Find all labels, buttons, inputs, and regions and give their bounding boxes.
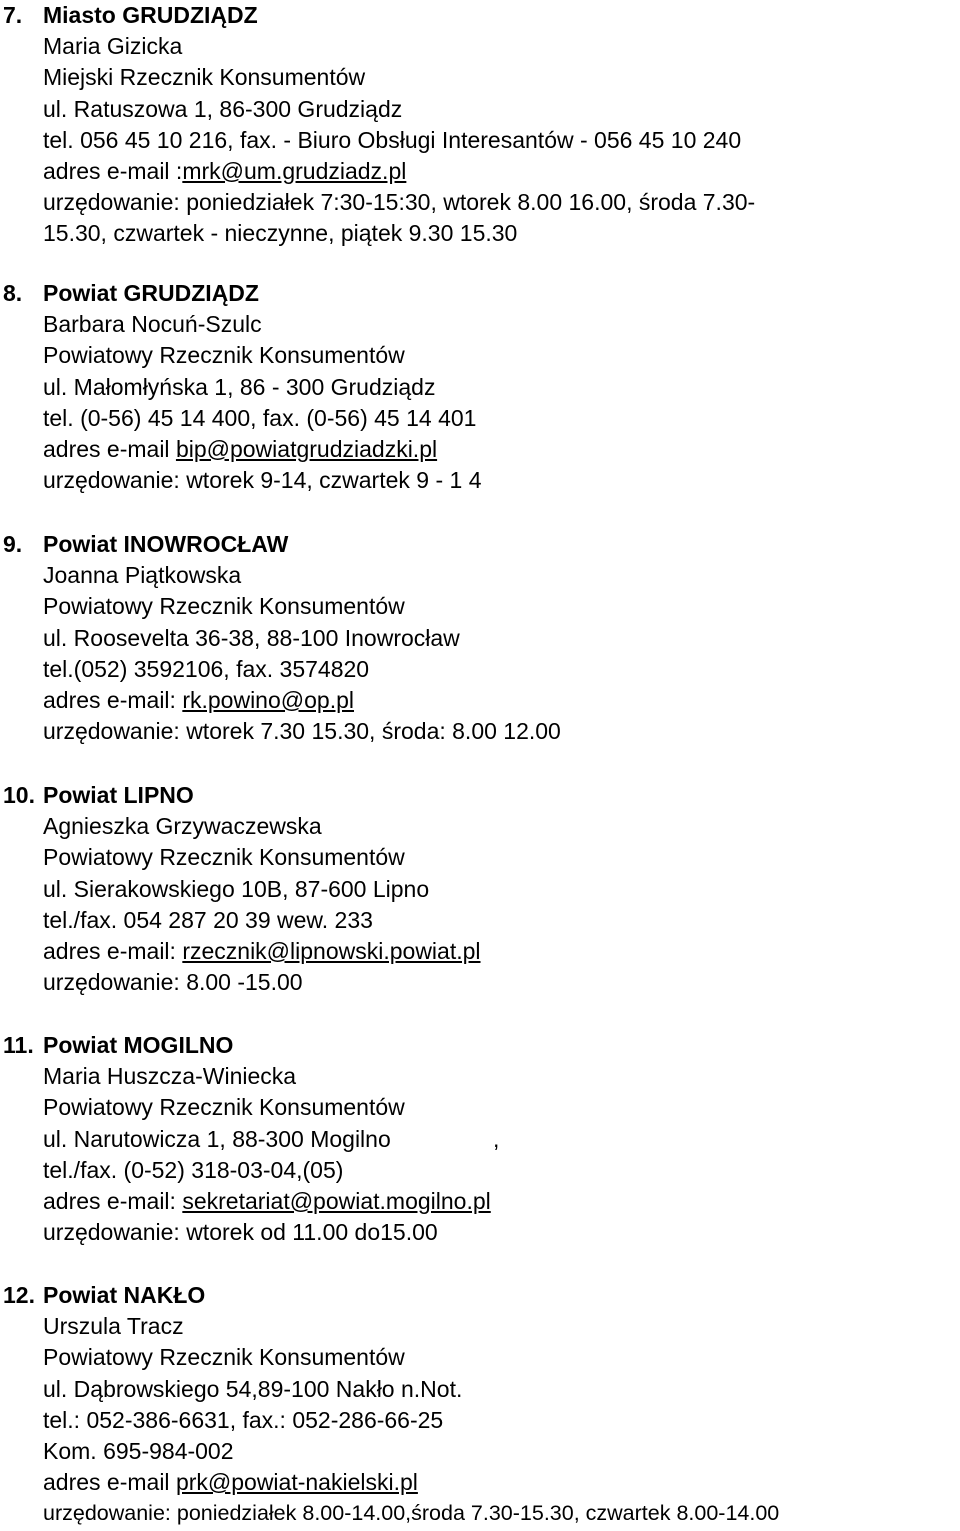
- entry-title: Powiat INOWROCŁAW: [43, 531, 289, 557]
- entry-person: Maria Gizicka: [43, 33, 183, 60]
- entry-powiat-lipno: [0, 780, 960, 998]
- email-link[interactable]: bip@powiatgrudziadzki.pl: [175, 435, 438, 462]
- entry-miasto-grudziadz: [0, 0, 960, 250]
- entry-address: ul. Ratuszowa 1, 86-300 Grudziądz: [43, 95, 403, 122]
- email-label: adres e-mail:: [43, 1187, 183, 1214]
- entry-phone: tel./fax. (0-52) 318-03-04,(05): [43, 1156, 344, 1183]
- entry-number: 8.: [3, 280, 23, 306]
- entry-hours: urzędowanie: poniedziałek 7:30-15:30, wtorek 8.00 16.00, środa 7.30-: [43, 189, 756, 216]
- entry-heading: [0, 0, 960, 31]
- entry-title: Powiat NAKŁO: [43, 1282, 206, 1308]
- entry-heading: [0, 780, 960, 811]
- entry-role: Powiatowy Rzecznik Konsumentów: [43, 1344, 405, 1371]
- entry-heading: [0, 1030, 960, 1061]
- entry-heading: [0, 278, 960, 309]
- email-link[interactable]: sekretariat@powiat.mogilno.pl: [182, 1187, 491, 1214]
- entry-powiat-inowroclaw: [0, 529, 960, 747]
- email-label: adres e-mail: [43, 1469, 176, 1496]
- email-link[interactable]: rzecznik@lipnowski.powiat.pl: [182, 937, 481, 964]
- entry-powiat-mogilno: [0, 1030, 960, 1248]
- entry-hours: urzędowanie: 8.00 -15.00: [43, 969, 303, 996]
- entry-powiat-grudziadz: [0, 278, 960, 496]
- entry-address: ul. Małomłyńska 1, 86 - 300 Grudziądz: [43, 373, 436, 400]
- entry-role: Powiatowy Rzecznik Konsumentów: [43, 844, 405, 871]
- entry-title: Miasto GRUDZIĄDZ: [43, 2, 258, 28]
- entry-hours: urzędowanie: wtorek 9-14, czwartek 9 - 1 4: [43, 467, 482, 494]
- entry-number: 12.: [3, 1282, 35, 1308]
- entry-phone: tel./fax. 054 287 20 39 wew. 233: [43, 906, 373, 933]
- entry-role: Powiatowy Rzecznik Konsumentów: [43, 342, 405, 369]
- entry-hours: urzędowanie: wtorek od 11.00 do15.00: [43, 1219, 438, 1246]
- entry-person: Agnieszka Grzywaczewska: [43, 813, 322, 840]
- entry-number: 7.: [3, 2, 23, 28]
- entry-title: Powiat GRUDZIĄDZ: [43, 280, 259, 306]
- entry-heading: [0, 529, 960, 560]
- entry-address: ul. Narutowicza 1, 88-300 Mogilno ,: [43, 1125, 500, 1152]
- entry-role: Powiatowy Rzecznik Konsumentów: [43, 1094, 405, 1121]
- entry-email-line: [0, 434, 960, 465]
- email-link[interactable]: rk.powino@op.pl: [182, 686, 354, 713]
- entry-person: Maria Huszcza-Winiecka: [43, 1063, 297, 1090]
- entry-address: ul. Roosevelta 36-38, 88-100 Inowrocław: [43, 624, 460, 651]
- entry-email-line: [0, 1467, 960, 1498]
- entry-hours: urzędowanie: wtorek 7.30 15.30, środa: 8.00 12.00: [43, 718, 561, 745]
- entry-person: Joanna Piątkowska: [43, 562, 242, 589]
- entry-phone: tel. 056 45 10 216, fax. - Biuro Obsługi Interesantów - 056 45 10 240: [43, 126, 742, 153]
- entry-role: Powiatowy Rzecznik Konsumentów: [43, 593, 405, 620]
- entry-title: Powiat MOGILNO: [43, 1032, 234, 1058]
- entry-number: 10.: [3, 782, 35, 808]
- entry-number: 9.: [3, 531, 23, 557]
- entry-email-line: [0, 156, 960, 187]
- entry-phone: tel.(052) 3592106, fax. 3574820: [43, 655, 370, 682]
- entry-hours: urzędowanie: poniedziałek 8.00-14.00,środa 7.30-15.30, czwartek 8.00-14.00: [43, 1501, 780, 1526]
- entry-title: Powiat LIPNO: [43, 782, 194, 808]
- entry-phone: tel.: 052-386-6631, fax.: 052-286-66-25: [43, 1406, 444, 1433]
- entry-person: Urszula Tracz: [43, 1313, 184, 1340]
- email-label: adres e-mail :: [43, 157, 183, 184]
- entry-address: ul. Dąbrowskiego 54,89-100 Nakło n.Not.: [43, 1375, 463, 1402]
- entry-powiat-naklo: [0, 1280, 960, 1530]
- entry-role: Miejski Rzecznik Konsumentów: [43, 64, 366, 91]
- entry-email-line: [0, 685, 960, 716]
- email-link[interactable]: prk@powiat-nakielski.pl: [175, 1469, 418, 1496]
- email-label: adres e-mail:: [43, 937, 183, 964]
- entry-email-line: [0, 1186, 960, 1217]
- email-label: adres e-mail:: [43, 686, 183, 713]
- entry-hours-continued: 15.30, czwartek - nieczynne, piątek 9.30 15.30: [43, 220, 518, 247]
- entry-heading: [0, 1280, 960, 1311]
- entry-address: ul. Sierakowskiego 10B, 87-600 Lipno: [43, 875, 430, 902]
- entry-person: Barbara Nocuń-Szulc: [43, 311, 262, 338]
- entry-number: 11.: [3, 1032, 34, 1058]
- entry-phone: tel. (0-56) 45 14 400, fax. (0-56) 45 14 401: [43, 404, 477, 431]
- email-label: adres e-mail: [43, 435, 176, 462]
- entry-mobile: Kom. 695-984-002: [43, 1437, 234, 1464]
- email-link[interactable]: mrk@um.grudziadz.pl: [182, 157, 407, 184]
- entry-email-line: [0, 936, 960, 967]
